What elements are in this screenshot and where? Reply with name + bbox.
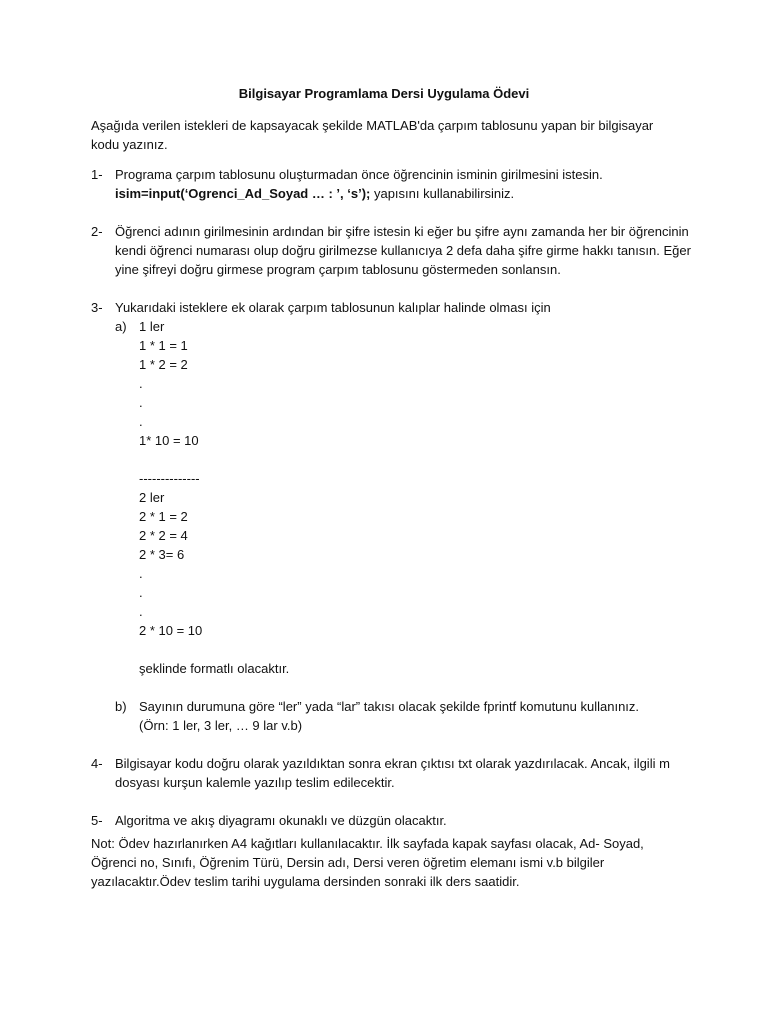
- item-number: 4-: [91, 756, 103, 771]
- example-line: .: [139, 395, 143, 410]
- item-text: Algoritma ve akış diyagramı okunaklı ve düzgün olacaktır.: [115, 813, 447, 828]
- sub-item-letter: b): [115, 699, 127, 714]
- list-item-1: [91, 165, 691, 203]
- sub-item-text: Sayının durumuna göre “ler” yada “lar” takısı olacak şekilde fprintf komutunu kullanınız.: [139, 699, 640, 714]
- multiplication-example: [139, 317, 691, 678]
- item-number: 2-: [91, 224, 103, 239]
- example-line: .: [139, 414, 143, 429]
- example-line: 1 * 1 = 1: [139, 338, 188, 353]
- list-item-3: [91, 298, 691, 735]
- item-number: 5-: [91, 813, 103, 828]
- list-item-5: [91, 811, 691, 830]
- item-text: Programa çarpım tablosunu oluşturmadan önce öğrencinin isminin girilmesini istesin.: [115, 167, 603, 182]
- sub-item-example: (Örn: 1 ler, 3 ler, … 9 lar v.b): [139, 718, 303, 733]
- example-line: 2 * 3= 6: [139, 547, 185, 562]
- sub-item-a: [115, 317, 691, 678]
- example-line: .: [139, 376, 143, 391]
- intro-paragraph: Aşağıda verilen istekleri de kapsayacak şekilde MATLAB'da çarpım tablosunu yapan bir bilgisayar kodu yazınız.: [91, 118, 654, 152]
- requirements-list: [91, 165, 691, 849]
- example-line: 2 ler: [139, 490, 165, 505]
- item-text: Öğrenci adının girilmesinin ardından bir şifre istesin ki eğer bu şifre aynı zamanda her bir öğrencinin kendi öğrenci numarası olup doğru girilmezse kullanıcıya 2 defa daha şifre girme hakkı tanısın. Eğer yine şifreyi doğru girmese program çarpım tablosunu göstermeden sonlansın.: [115, 224, 691, 277]
- sub-item-b: [115, 697, 691, 735]
- sub-item-letter: a): [115, 319, 127, 334]
- example-line: .: [139, 604, 143, 619]
- list-item-2: [91, 222, 691, 279]
- item-text: Bilgisayar kodu doğru olarak yazıldıktan sonra ekran çıktısı txt olarak yazdırılacak. Ancak, ilgili m dosyası kurşun kalemle yazılıp teslim edilecektir.: [115, 756, 670, 790]
- item-number: 1-: [91, 167, 103, 182]
- example-line: [139, 450, 691, 469]
- code-suffix: yapısını kullanabilirsiniz.: [370, 186, 515, 201]
- document-title: Bilgisayar Programlama Dersi Uygulama Ödevi: [238, 86, 530, 101]
- example-line: [139, 640, 691, 659]
- example-line: .: [139, 566, 143, 581]
- example-line: 2 * 1 = 2: [139, 509, 188, 524]
- item-text: Yukarıdaki isteklere ek olarak çarpım tablosunun kalıplar halinde olması için: [115, 300, 551, 315]
- example-line: 2 * 10 = 10: [139, 623, 203, 638]
- example-line: 1* 10 = 10: [139, 433, 199, 448]
- example-line: .: [139, 585, 143, 600]
- note-paragraph: Not: Ödev hazırlanırken A4 kağıtları kullanılacaktır. İlk sayfada kapak sayfası olacak, Ad- Soyad, Öğrenci no, Sınıfı, Öğrenim Türü, Dersin adı, Dersi veren öğretim elemanı ismi v.b bilgiler yazılacaktır.Ödev teslim tarihi uygulama dersinden sonraki ilk ders saatidir.: [91, 836, 644, 889]
- example-line: 2 * 2 = 4: [139, 528, 188, 543]
- example-line: şeklinde formatlı olacaktır.: [139, 661, 290, 676]
- item-code-line: [115, 184, 691, 203]
- example-line: 1 * 2 = 2: [139, 357, 188, 372]
- example-line: --------------: [139, 471, 200, 486]
- item-number: 3-: [91, 300, 103, 315]
- example-line: 1 ler: [139, 319, 165, 334]
- code-snippet: isim=input(‘Ogrenci_Ad_Soyad … : ’, ‘s’);: [115, 186, 371, 201]
- list-item-4: [91, 754, 691, 792]
